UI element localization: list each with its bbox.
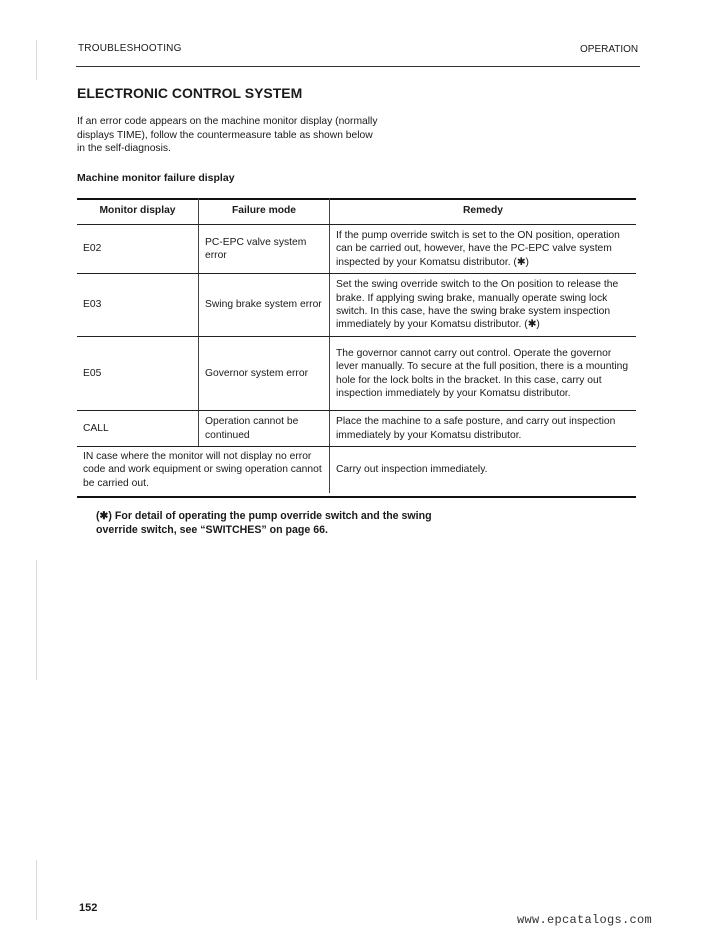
remedy: If the pump override switch is set to the ON position, operation can be carried out, however, have the PC-EPC valve system inspected by your Komatsu distributor. (✱) [330,225,637,274]
footnote: (✱) For detail of operating the pump override switch and the swing override switch, see “SWITCHES” on page 66. [96,510,432,536]
watermark: www.epcatalogs.com [517,913,653,927]
monitor-code: E02 [77,225,199,274]
remedy: The governor cannot carry out control. Operate the governor lever manually. To secure at the full position, there is a mounting hole for the lock bolts in the bracket. In this case, carry out inspection immediately by your Komatsu distributor. [330,337,637,411]
table-row [77,225,636,274]
running-header-left: TROUBLESHOOTING [78,43,182,54]
page-title: ELECTRONIC CONTROL SYSTEM [77,85,303,101]
running-header-right: OPERATION [580,44,639,55]
table-row [77,447,636,493]
margin-mark [36,560,37,680]
no-code-condition: IN case where the monitor will not display no error code and work equipment or swing operation cannot be carried out. [83,451,322,489]
failure-mode: Swing brake system error [199,274,330,337]
col-header-remedy: Remedy [330,198,637,225]
table-row [77,337,636,411]
table-header-row [77,198,636,225]
failure-mode: Governor system error [199,337,330,411]
remedy: Carry out inspection immediately. [330,447,637,493]
remedy: Set the swing override switch to the On position to release the brake. If applying swing brake, manually operate swing lock switch. In this case, have the swing brake system inspection immediately by your Komatsu distributor. (✱) [330,274,637,337]
monitor-code: E05 [77,337,199,411]
col-header-failure-mode: Failure mode [199,198,330,225]
monitor-code: E03 [77,274,199,337]
remedy: Place the machine to a safe posture, and carry out inspection immediately by your Komatsu distributor. [330,411,637,447]
margin-mark [36,40,37,80]
table-row [77,411,636,447]
col-header-monitor-display: Monitor display [77,198,199,225]
table-bottom-rule [77,496,636,498]
failure-mode: Operation cannot be continued [199,411,330,447]
intro-paragraph: If an error code appears on the machine monitor display (normally displays TIME), follow the countermeasure table as shown below in the self-diagnosis. [77,116,378,154]
page-number: 152 [79,902,98,914]
failure-mode: PC-EPC valve system error [199,225,330,274]
failure-table [77,198,636,493]
margin-mark [36,860,37,920]
header-rule [76,66,640,67]
monitor-code: CALL [77,411,199,447]
table-heading: Machine monitor failure display [77,172,235,184]
table-row [77,274,636,337]
